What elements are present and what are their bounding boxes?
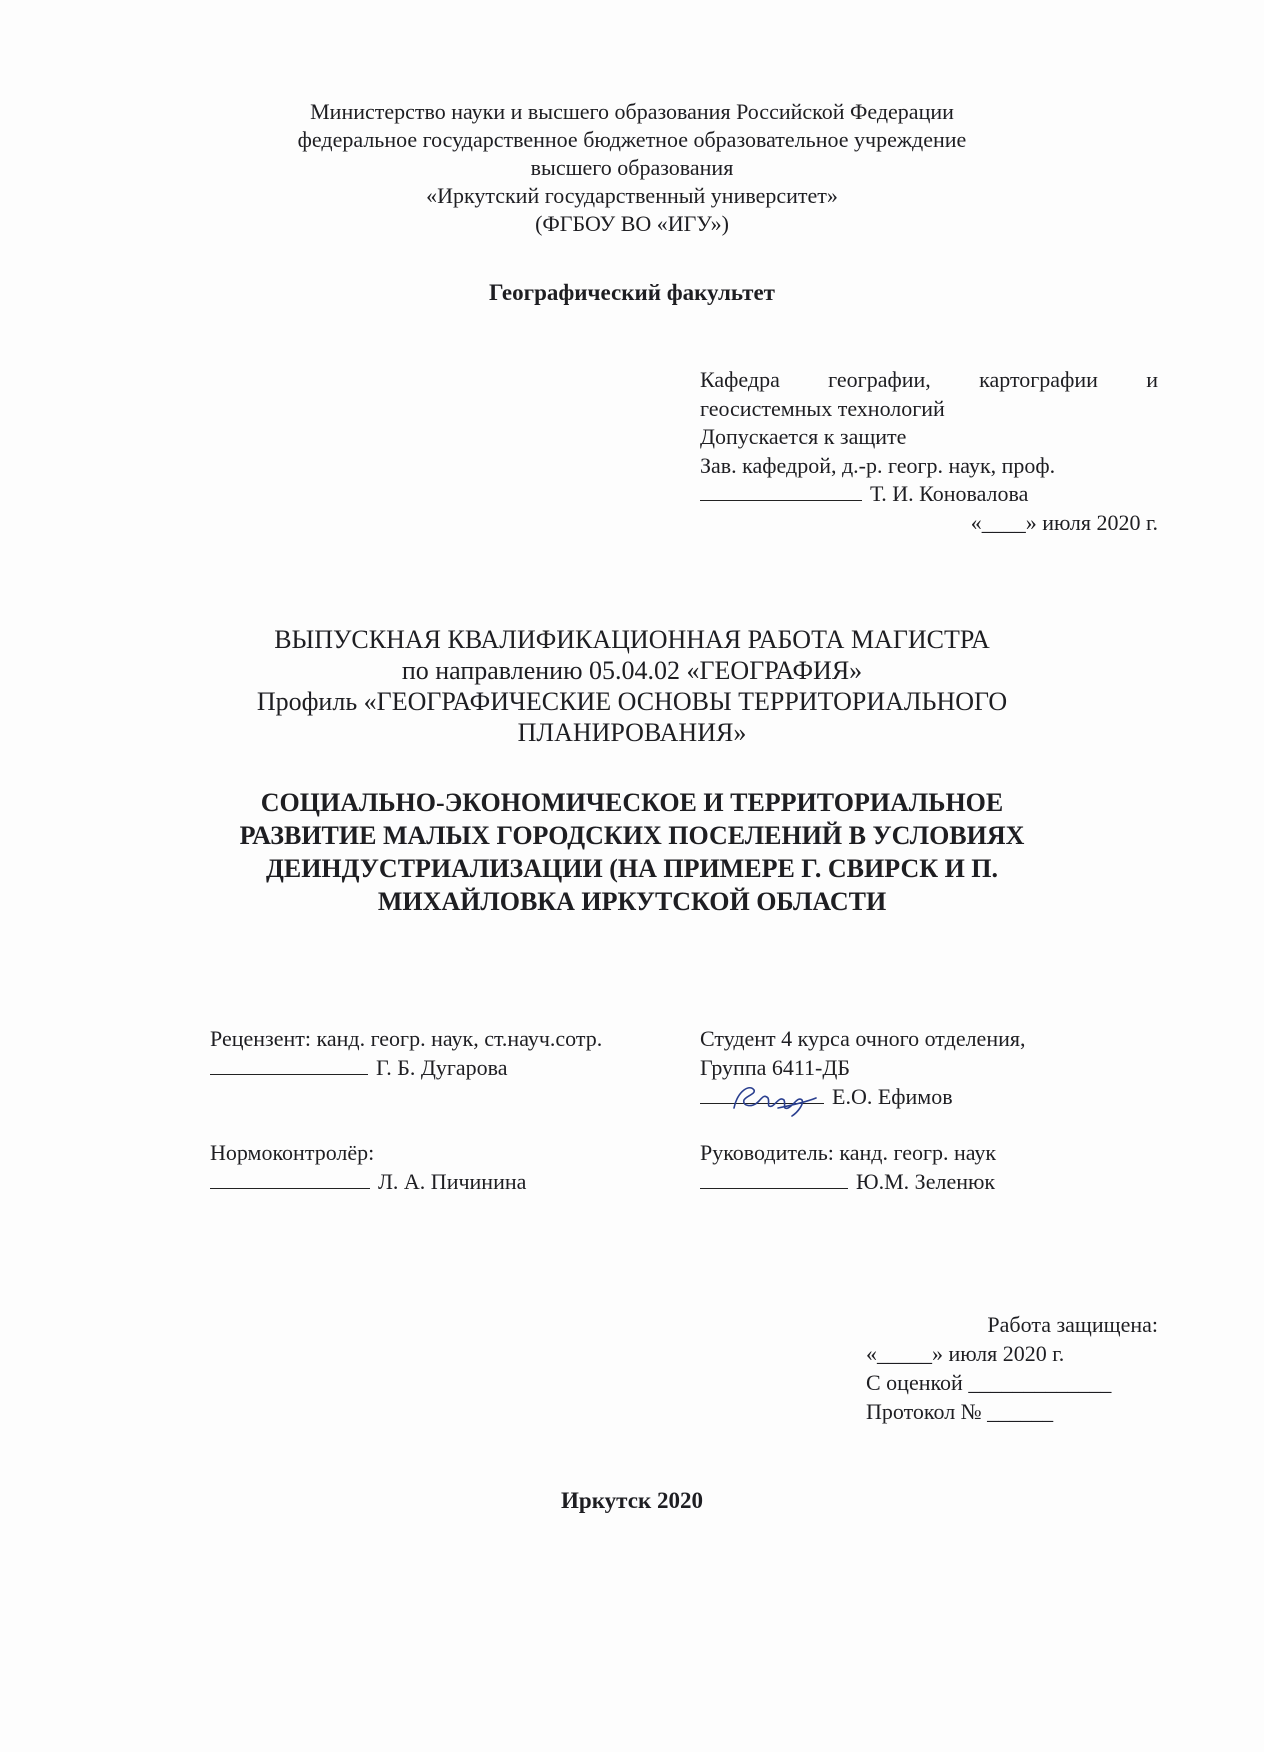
supervisor-signature-line bbox=[700, 1167, 996, 1196]
reviewer-signature-line bbox=[210, 1053, 602, 1082]
signature-blank bbox=[700, 1187, 848, 1189]
header-line-ministry: Министерство науки и высшего образования Российской Федерации bbox=[310, 99, 954, 124]
head-signature-line bbox=[700, 480, 1158, 509]
student-name: Е.О. Ефимов bbox=[832, 1084, 953, 1109]
header-line-education-level: высшего образования bbox=[530, 155, 734, 180]
defense-protocol: Протокол № ______ bbox=[866, 1399, 1054, 1424]
defense-status: Работа защищена: bbox=[987, 1312, 1158, 1337]
header-line-abbreviation: (ФГБОУ ВО «ИГУ») bbox=[535, 211, 729, 236]
defense-grade: С оценкой _____________ bbox=[866, 1370, 1112, 1395]
department-line-1: Кафедра географии, картографии и bbox=[700, 367, 1158, 392]
work-type-line-4: ПЛАНИРОВАНИЯ» bbox=[517, 718, 747, 747]
normcontrol-block bbox=[210, 1138, 526, 1196]
city-year: Иркутск 2020 bbox=[561, 1488, 703, 1513]
work-type-line-3: Профиль «ГЕОГРАФИЧЕСКИЕ ОСНОВЫ ТЕРРИТОРИАЛЬНОГО bbox=[256, 687, 1008, 716]
head-of-department-label: Зав. кафедрой, д.-р. геогр. наук, проф. bbox=[700, 452, 1056, 478]
admitted-label: Допускается к защите bbox=[700, 424, 907, 449]
head-name: Т. И. Коновалова bbox=[870, 481, 1029, 506]
supervisor-name: Ю.М. Зеленюк bbox=[856, 1169, 996, 1194]
institution-header bbox=[0, 98, 1264, 238]
normcontrol-signature-line bbox=[210, 1167, 526, 1196]
title-line-4: МИХАЙЛОВКА ИРКУТСКОЙ ОБЛАСТИ bbox=[377, 887, 887, 916]
approval-block bbox=[700, 366, 1158, 537]
header-line-institution-type: федеральное государственное бюджетное образовательное учреждение bbox=[297, 127, 967, 152]
reviewer-block bbox=[210, 1024, 602, 1082]
handwritten-signature bbox=[728, 1078, 820, 1118]
thesis-title bbox=[0, 786, 1264, 918]
supervisor-label: Руководитель: канд. геогр. наук bbox=[700, 1140, 997, 1165]
header-line-university: «Иркутский государственный университет» bbox=[426, 183, 838, 208]
department-line-2: геосистемных технологий bbox=[700, 395, 945, 421]
normcontrol-label: Нормоконтролёр: bbox=[210, 1140, 375, 1165]
student-group: Группа 6411-ДБ bbox=[700, 1055, 851, 1080]
reviewer-name: Г. Б. Дугарова bbox=[376, 1055, 508, 1080]
defense-block bbox=[866, 1310, 1158, 1426]
faculty-name: Географический факультет bbox=[489, 280, 775, 305]
work-type-block bbox=[0, 624, 1264, 748]
title-line-1: СОЦИАЛЬНО-ЭКОНОМИЧЕСКОЕ И ТЕРРИТОРИАЛЬНОЕ bbox=[260, 788, 1004, 817]
student-label: Студент 4 курса очного отделения, bbox=[700, 1026, 1026, 1051]
signature-blank bbox=[210, 1187, 370, 1189]
title-line-2: РАЗВИТИЕ МАЛЫХ ГОРОДСКИХ ПОСЕЛЕНИЙ В УСЛОВИЯХ bbox=[239, 821, 1025, 850]
normcontrol-name: Л. А. Пичинина bbox=[378, 1169, 527, 1194]
signature-blank bbox=[700, 499, 862, 501]
work-type-line-2: по направлению 05.04.02 «ГЕОГРАФИЯ» bbox=[401, 656, 863, 685]
supervisor-block bbox=[700, 1138, 996, 1196]
work-type-line-1: ВЫПУСКНАЯ КВАЛИФИКАЦИОННАЯ РАБОТА МАГИСТРА bbox=[274, 625, 990, 654]
title-line-3: ДЕИНДУСТРИАЛИЗАЦИИ (НА ПРИМЕРЕ Г. СВИРСК И П. bbox=[265, 854, 999, 883]
defense-date: «_____» июля 2020 г. bbox=[866, 1341, 1065, 1366]
approval-date: «____» июля 2020 г. bbox=[970, 509, 1158, 535]
signature-blank bbox=[210, 1073, 368, 1075]
reviewer-label: Рецензент: канд. геогр. наук, ст.науч.сотр. bbox=[210, 1026, 603, 1051]
